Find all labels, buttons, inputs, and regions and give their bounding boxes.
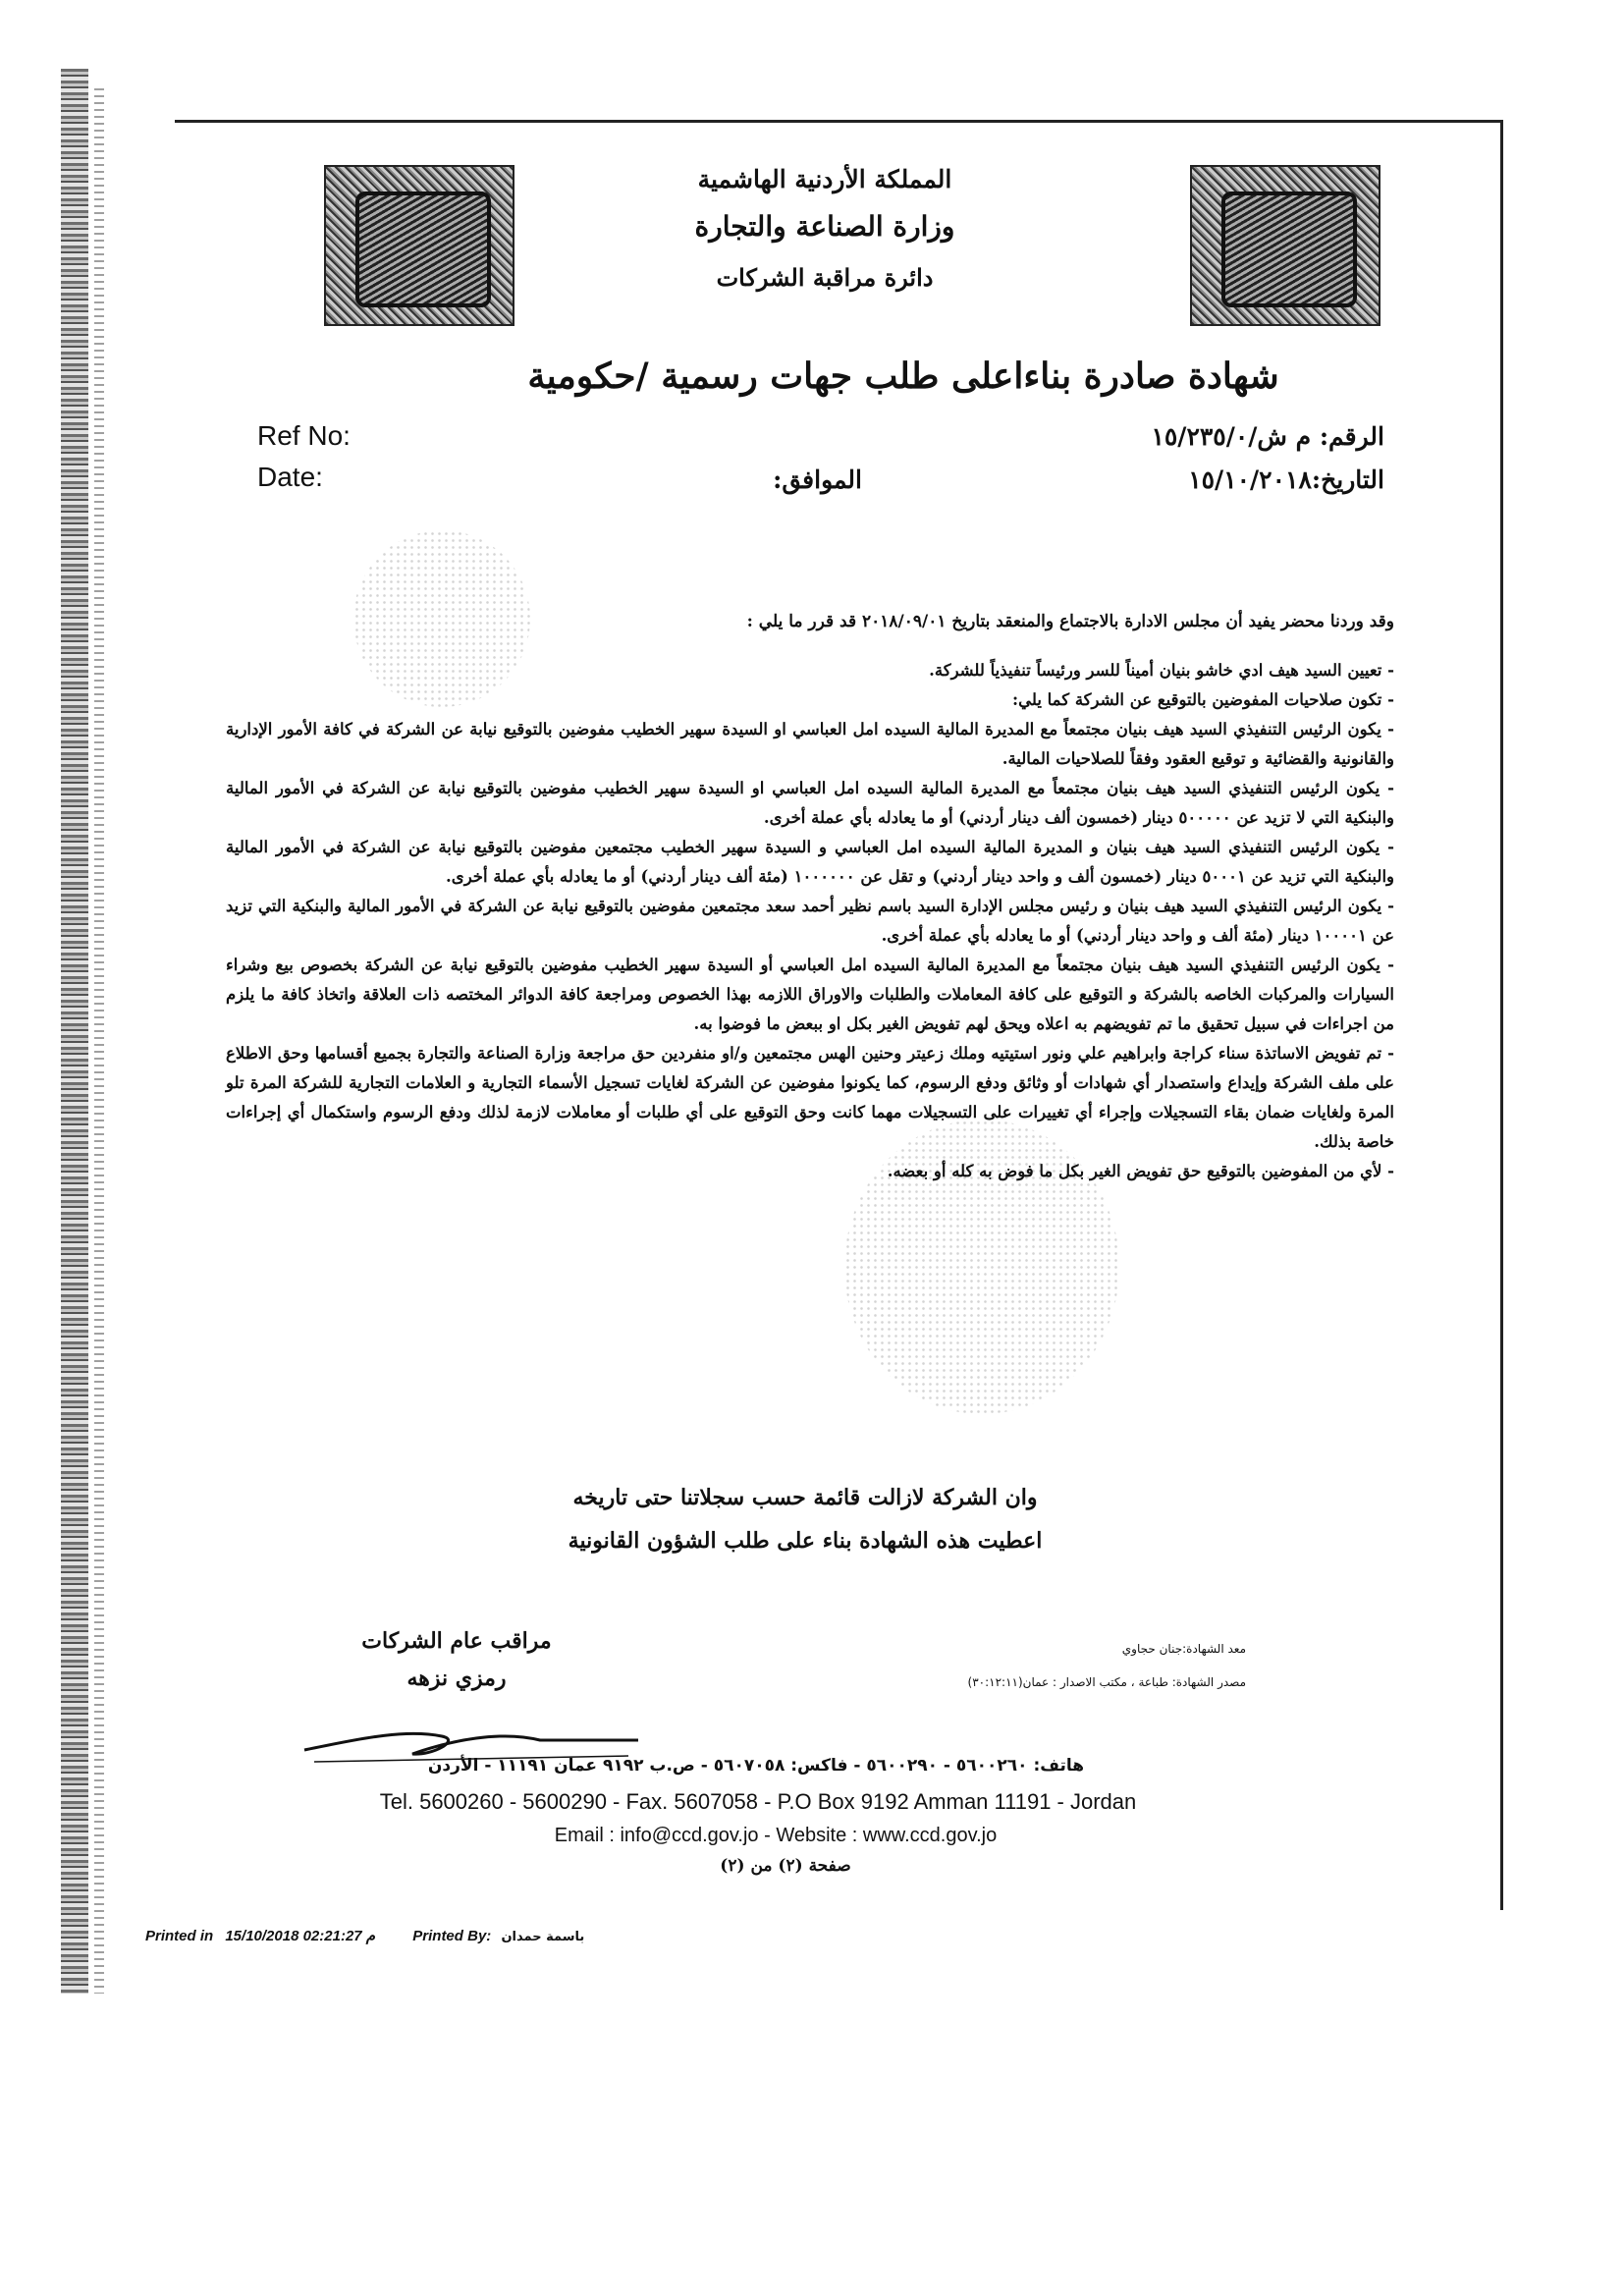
printed-by-value: باسمة حمدان	[501, 1930, 585, 1944]
issue-date: التاريخ:١٥/١٠/٢٠١٨	[1188, 465, 1384, 494]
printed-in-label: Printed in	[145, 1928, 214, 1944]
certificate-title: شهادة صادرة بناءاعلى طلب جهات رسمية /حكومية	[527, 355, 1279, 397]
certificate-body	[226, 607, 1394, 1186]
body-item: - يكون الرئيس التنفيذي السيد هيف بنيان مجتمعاً مع المديرة المالية السيده امل العباسي او السيدة سهير الخطيب مفوضين بالتوقيع نيابة عن الشركة في الأمور المالية والبنكية التي لا تزيد عن ٥٠٠٠٠٠ دينار (خمسون ألف دينار أردني) أو ما يعادله بأي عملة أخرى.	[226, 779, 1394, 827]
hijri-date-label: الموافق:	[773, 465, 862, 494]
ref-number: الرقم: م ش/١٥/٢٣٥/٠	[1151, 422, 1384, 451]
issue-source-note: مصدر الشهادة: طباعة ، مكتب الاصدار : عمان(٣٠:١٢:١١)	[967, 1675, 1246, 1689]
print-info-row	[145, 1927, 584, 1944]
body-item: - تم تفويض الاساتذة سناء كراجة وابراهيم علي ونور استيتيه وملك زعيتر وحنين الهس مجتمعين و/او منفردين حق مراجعة وزارة الصناعة والتجارة بجميع أقسامها وحق الاطلاع على ملف الشركة وإيداع واستصدار أي شهادات أو وثائق ودفع الرسوم، كما يكونوا مفوضين عن الشركة لغايات تسجيل الأسماء التجارية و العلامات التجارية للشركة المرة تلو المرة ولغايات ضمان بقاء التسجيلات وإجراء أي تغييرات على التسجيلات مهما كانت وحق التوقيع على أي طلبات أو معاملات لازمة لذلك ودفع الرسوم واستكمال أي إجراءات خاصة بذلك.	[226, 1044, 1394, 1151]
header-kingdom: المملكة الأردنية الهاشمية	[697, 165, 952, 193]
signature-block	[324, 1622, 589, 1697]
body-item: - تكون صلاحيات المفوضين بالتوقيع عن الشركة كما يلي:	[1012, 690, 1394, 709]
printed-in-value: 15/10/2018 02:21:27 م	[225, 1928, 376, 1944]
footer-contacts-ar: هاتف: ٥٦٠٠٢٦٠ - ٥٦٠٠٢٩٠ - فاكس: ٥٦٠٧٠٥٨ - ص.ب ٩١٩٢ عمان ١١١٩١ - الأردن	[427, 1756, 1085, 1776]
scan-edge-left	[61, 69, 88, 1994]
department-logo	[324, 165, 514, 326]
body-item: - يكون الرئيس التنفيذي السيد هيف بنيان مجتمعاً مع المديرة المالية السيده امل العباسي او السيدة سهير الخطيب مفوضين بالتوقيع نيابة عن الشركة في كافة الأمور الإدارية والقانونية والقضائية و توقيع العقود وفقاً للصلاحيات المالية.	[226, 720, 1394, 768]
footer-email-website: Email : info@ccd.gov.jo - Website : www.ccd.gov.jo	[554, 1825, 998, 1846]
closing-line-2: اعطيت هذه الشهادة بناء على طلب الشؤون القانونية	[568, 1528, 1043, 1554]
body-item: - يكون الرئيس التنفيذي السيد هيف بنيان مجتمعاً مع المديرة المالية السيده امل العباسي أو السيدة سهير الخطيب مفوضين بالتوقيع نيابة عن الشركة بخصوص بيع وشراء السيارات والمركبات الخاصه بالشركة و التوقيع على كافة المعاملات والطلبات والاوراق اللازمه بهذا الخصوص ومراجعة كافة الدوائر المختصه ذات العلاقة واتخاذ كافة ما يلزم من اجراءات في سبيل تحقيق ما تم تفويضهم به اعلاه ويحق لهم تفويض الغير بكل او ببعض ما فوضوا به.	[226, 956, 1394, 1033]
scan-edge-left-inner	[94, 88, 104, 1994]
footer-contacts-en: Tel. 5600260 - 5600290 - Fax. 5607058 - P.O Box 9192 Amman 11191 - Jordan	[379, 1789, 1137, 1814]
body-item: - يكون الرئيس التنفيذي السيد هيف بنيان و رئيس مجلس الإدارة السيد باسم نظير أحمد سعد مجتمعين مفوضين بالتوقيع نيابة عن الشركة في الأمور المالية والبنكية التي تزيد عن ١٠٠٠٠١ دينار (مئة ألف و واحد دينار أردني) أو ما يعادله بأي عملة أخرى.	[226, 897, 1394, 945]
body-item: - لأي من المفوضين بالتوقيع حق تفويض الغير بكل ما فوض به كله أو بعضه.	[887, 1162, 1394, 1180]
date-label: Date:	[257, 462, 323, 492]
header-department: دائرة مراقبة الشركات	[716, 263, 934, 292]
body-item: - تعيين السيد هيف ادي خاشو بنيان أميناً للسر ورئيساً تنفيذياً للشركة.	[929, 661, 1394, 680]
body-item: - يكون الرئيس التنفيذي السيد هيف بنيان و المديرة المالية السيده امل العباسي و السيدة سهير الخطيب مجتمعين مفوضين بالتوقيع نيابة عن الشركة في الأمور المالية والبنكية التي تزيد عن ٥٠٠٠١ دينار (خمسون ألف و واحد دينار أردني) و تقل عن ١٠٠٠٠٠٠ (مئة ألف دينار أردني) أو ما يعادله بأي عملة أخرى.	[226, 838, 1394, 886]
signatory-title: مراقب عام الشركات	[361, 1628, 552, 1654]
closing-line-1: وان الشركة لازالت قائمة حسب سجلاتنا حتى تاريخه	[572, 1485, 1038, 1510]
ref-label: Ref No:	[257, 420, 351, 451]
prepared-by-note: معد الشهادة:جنان حجاوي	[1121, 1642, 1246, 1656]
header-ministry: وزارة الصناعة والتجارة	[694, 210, 955, 243]
printed-by-label: Printed By:	[412, 1928, 492, 1944]
body-intro: وقد وردنا محضر يفيد أن مجلس الادارة بالاجتماع والمنعقد بتاريخ ٢٠١٨/٠٩/٠١ قد قرر ما يلي :	[746, 612, 1394, 631]
coat-of-arms-emblem	[1190, 165, 1380, 326]
page-number: صفحة (٢) من (٢)	[720, 1856, 851, 1876]
signatory-name: رمزي نزهه	[406, 1666, 507, 1691]
